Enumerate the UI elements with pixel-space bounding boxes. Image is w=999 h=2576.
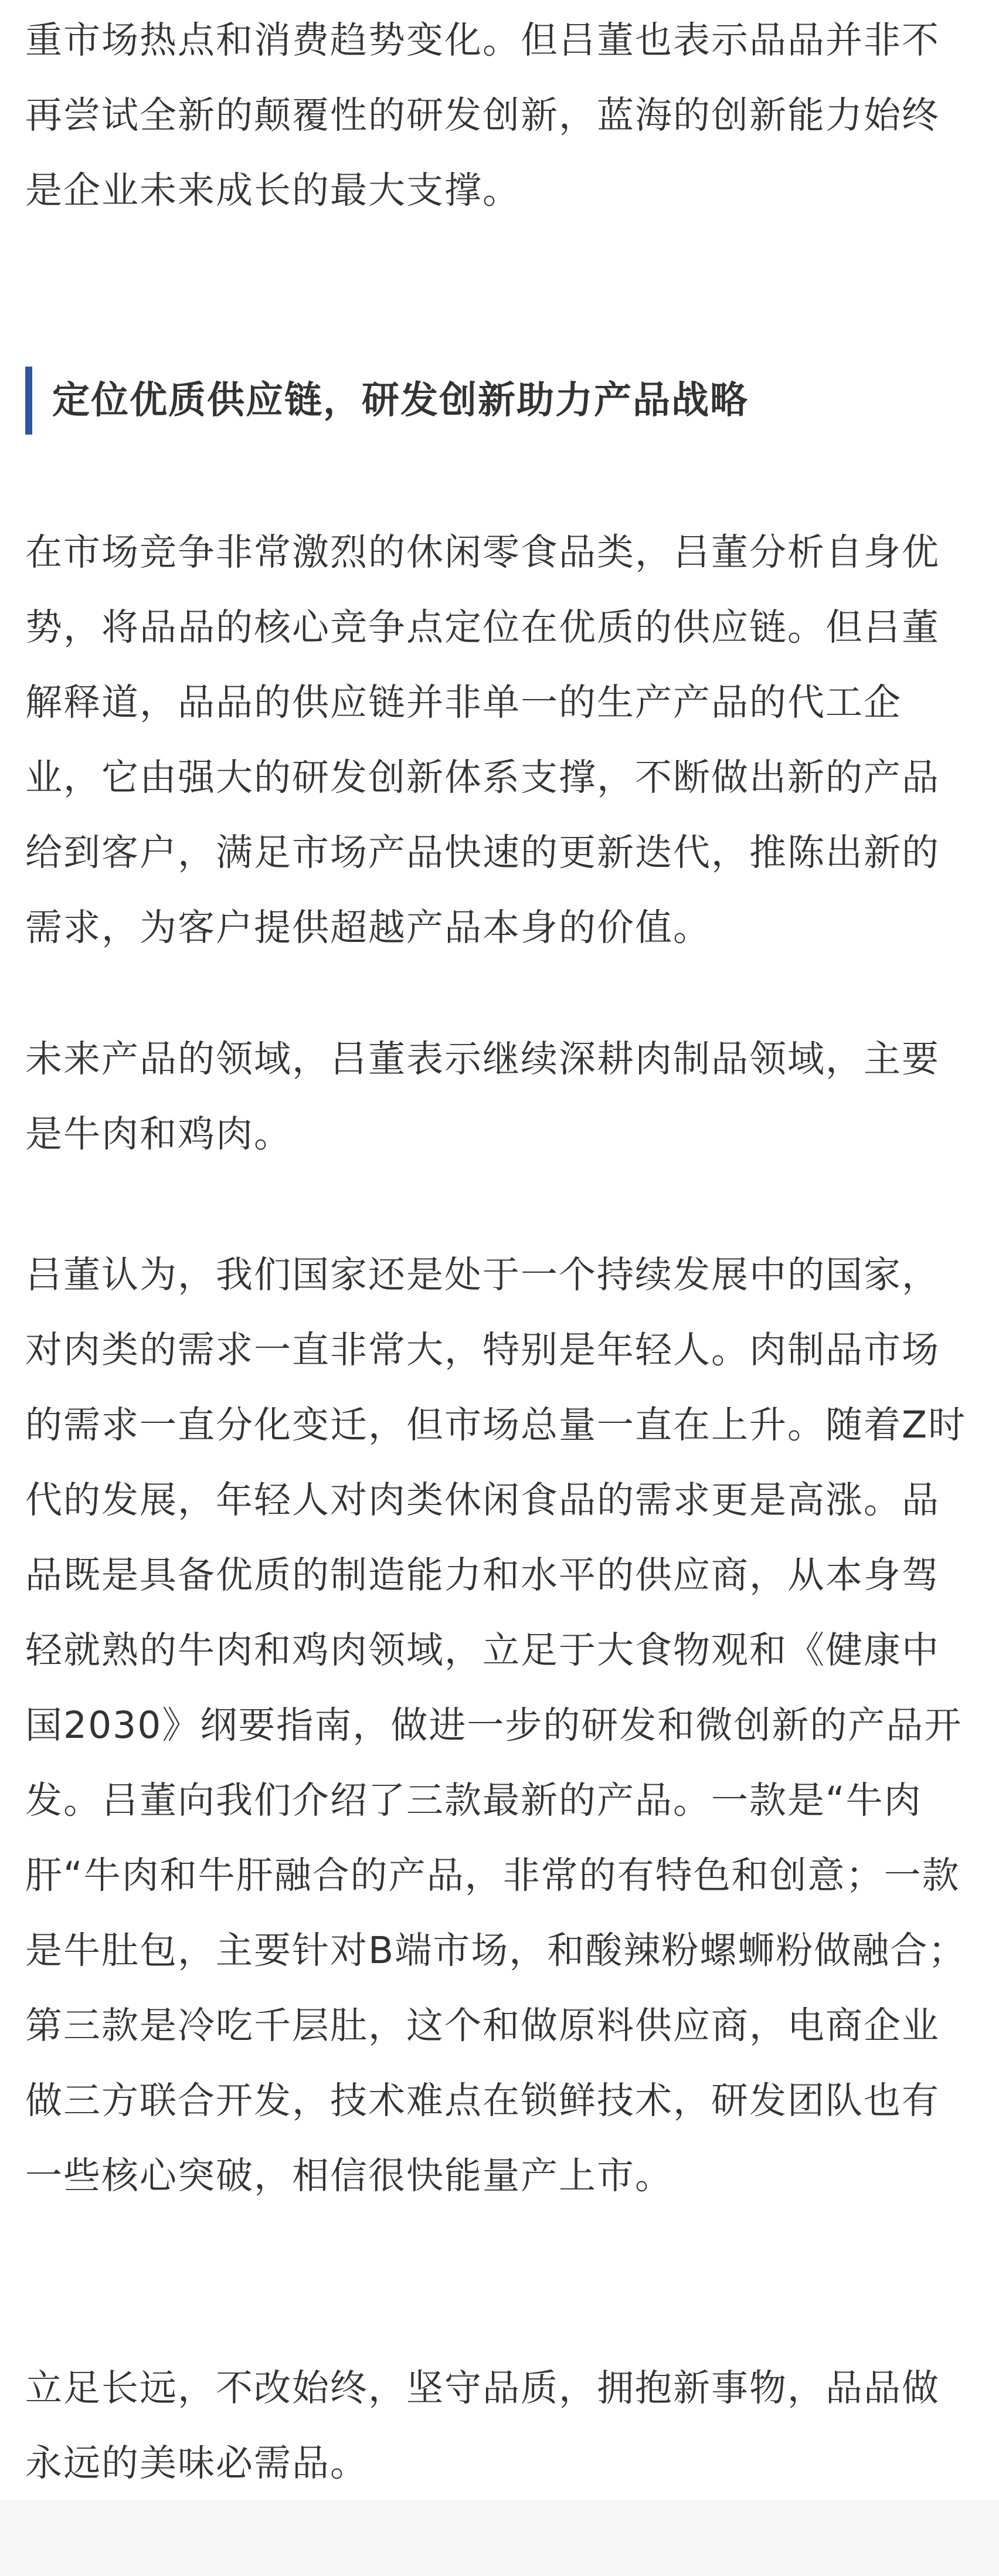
section-heading-text: 定位优质供应链，研发创新助力产品战略 [52, 379, 749, 422]
footer-band [0, 2500, 999, 2576]
paragraph-market-analysis: 吕董认为，我们国家还是处于一个持续发展中的国家，对肉类的需求一直非常大，特别是年轻人。肉制品市场的需求一直分化变迁，但市场总量一直在上升。随着Z时代的发展，年轻人对肉类休闲食品的需求更是高涨。品品既是具备优质的制造能力和水平的供应商，从本身驾轻就熟的牛肉和鸡肉领域，立足于大食物观和《健康中国2030》纲要指南，做进一步的研发和微创新的产品开发。吕董向我们介绍了三款最新的产品。一款是“牛肉肝“牛肉和牛肝融合的产品，非常的有特色和创意；一款是牛肚包，主要针对B端市场，和酸辣粉螺蛳粉做融合；第三款是冷吃千层肚，这个和做原料供应商，电商企业做三方联合开发，技术难点在锁鲜技术，研发团队也有一些核心突破，相信很快能量产上市。 [25, 1253, 967, 2197]
paragraph-future-products: 未来产品的领域，吕董表示继续深耕肉制品领域，主要是牛肉和鸡肉。 [25, 1038, 940, 1155]
paragraph-supply-chain: 在市场竞争非常激烈的休闲零食品类，吕董分析自身优势，将品品的核心竞争点定位在优质的供应链。但吕董解释道，品品的供应链并非单一的生产产品的代工企业，它由强大的研发创新体系支撑，不断做出新的产品给到客户，满足市场产品快速的更新迭代，推陈出新的需求，为客户提供超越产品本身的价值。 [25, 531, 940, 949]
section-heading [25, 367, 974, 435]
heading-accent-bar [25, 367, 32, 435]
intro-paragraph: 重市场热点和消费趋势变化。但吕董也表示品品并非不再尝试全新的颠覆性的研发创新，蓝海的创新能力始终是企业未来成长的最大支撑。 [25, 19, 940, 212]
paragraph-closing: 立足长远，不改始终，坚守品质，拥抱新事物，品品做永远的美味必需品。 [25, 2367, 940, 2485]
